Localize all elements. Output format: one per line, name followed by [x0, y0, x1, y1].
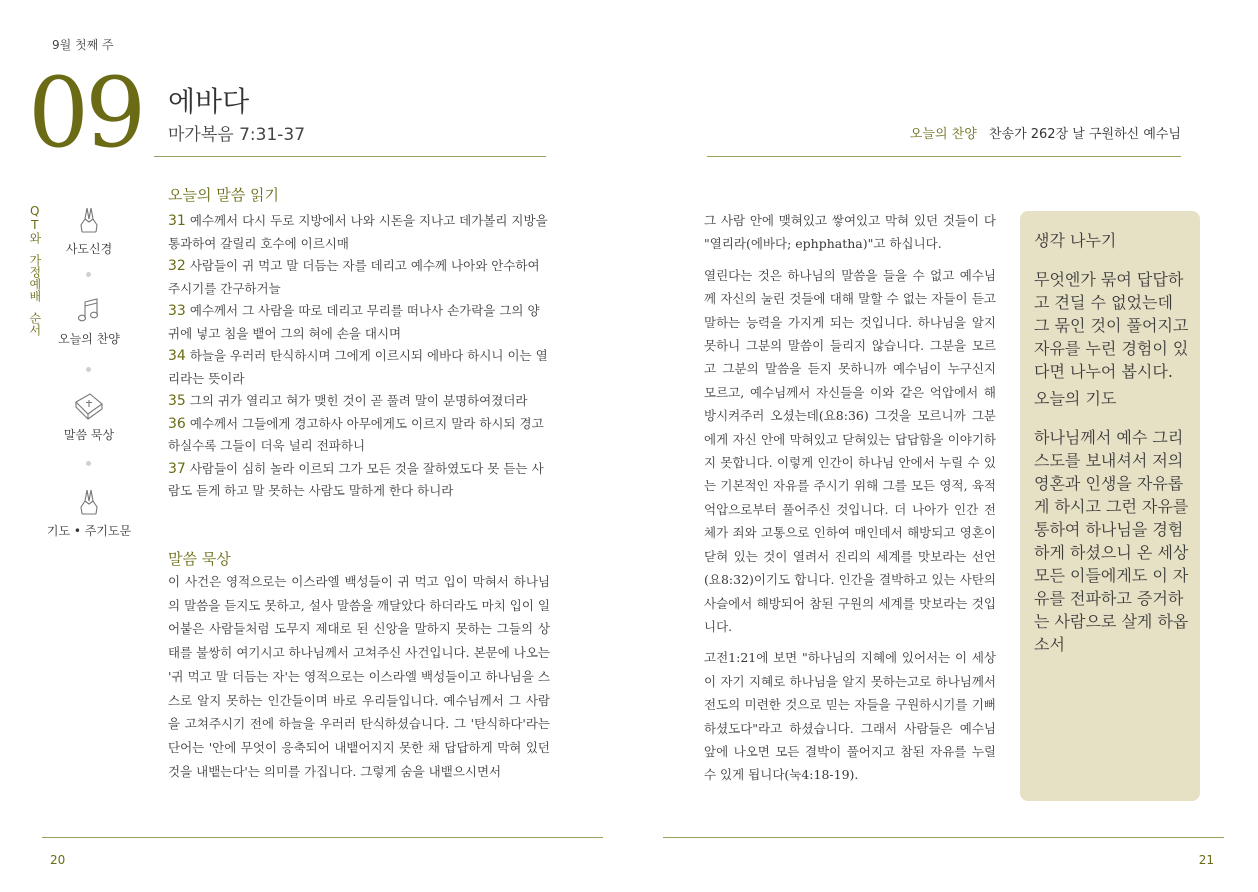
vertical-label-bottom: 순서	[27, 312, 42, 336]
body-paragraph: 그 사람 안에 맺혀있고 쌓여있고 막혀 있던 것들이 다 "열리라(에바다; ephphatha)"고 하십니다.	[704, 213, 996, 252]
verse-text: 사람들이 귀 먹고 말 더듬는 자를 데리고 예수께 나아와 안수하여 주시기를 간구하거늘	[168, 258, 540, 296]
body-paragraph: 고전1:21에 보면 "하나님의 지혜에 있어서는 이 세상이 자기 지혜로 하나님을 알지 못하는고로 하나님께서 전도의 미련한 것으로 믿는 자들을 구원하시기를 기뻐하셨도다"라고 하셨습니다. 그래서 사람들은 예수님 앞에 나오면 모든 결박이 풀어지고 참된 자유를 누릴 수 있게 됩니다(눅4:18-19).	[704, 650, 996, 783]
verse-number: 37	[168, 460, 186, 477]
verse-number: 36	[168, 415, 186, 432]
verse-number: 31	[168, 213, 186, 229]
sidebar-item-creed	[44, 202, 134, 257]
verse-number: 35	[168, 393, 186, 409]
reading-heading: 오늘의 말씀 읽기	[168, 186, 279, 204]
verse-text: 하늘을 우러러 탄식하시며 그에게 이르시되 에바다 하시니 이는 열리라는 뜻이라	[168, 348, 548, 386]
verse-text: 예수께서 그들에게 경고하사 아무에게도 이르지 말라 하시되 경고하실수록 그들이 더욱 널리 전파하니	[168, 415, 544, 453]
verse-list	[168, 210, 550, 503]
verse-item	[168, 458, 550, 503]
verse-item	[168, 255, 550, 300]
verse-text: 예수께서 다시 두로 지방에서 나와 시돈을 지나고 데가볼리 지방을 통과하여 갈릴리 호수에 이르시매	[168, 213, 548, 251]
verse-item	[168, 300, 550, 345]
sidebar-item-label: 말씀 묵상	[63, 428, 115, 442]
prayer-heading: 오늘의 기도	[1034, 389, 1117, 408]
header-rule-left	[154, 156, 546, 157]
sidebar-dot	[86, 272, 91, 277]
sidebar-item-label: 오늘의 찬양	[58, 332, 120, 346]
sidebar-dot	[86, 461, 91, 466]
footer-rule-right	[663, 837, 1224, 838]
prayer-text: 하나님께서 예수 그리스도를 보내셔서 저의 영혼과 인생을 자유롭게 하시고 그런 자유를 통하여 하나님을 경험하게 하셨으니 온 세상 모든 이들에게도 이 자유를 전파하고 증거하는 사람으로 살게 하옵소서	[1034, 428, 1189, 654]
right-column-body	[704, 209, 996, 795]
hymn-text: 찬송가 262장 날 구원하신 예수님	[988, 127, 1181, 142]
scripture-reference: 마가복음 7:31-37	[168, 125, 306, 145]
praying-hands-icon	[44, 202, 134, 238]
page-number-right: 21	[1198, 853, 1214, 867]
praying-hands-icon	[44, 484, 134, 520]
verse-item	[168, 413, 550, 458]
verse-item	[168, 390, 550, 413]
sidebar-vertical-label	[26, 204, 42, 336]
vertical-label-mid: 가정예배	[27, 254, 42, 302]
music-note-icon	[44, 292, 134, 328]
sidebar-item-label: 기도 • 주기도문	[46, 524, 132, 538]
sidebar-item-label: 사도신경	[65, 242, 113, 256]
page-number-left: 20	[50, 853, 66, 867]
prayer-section	[1034, 386, 1192, 671]
verse-text: 그의 귀가 열리고 혀가 맺힌 것이 곧 풀려 말이 분명하여졌더라	[189, 393, 528, 408]
share-section	[1034, 228, 1192, 398]
verse-number: 34	[168, 348, 186, 364]
sidebar-item-meditation	[44, 388, 134, 443]
sidebar-item-prayer	[44, 484, 134, 539]
meditation-heading: 말씀 묵상	[168, 550, 231, 568]
body-paragraph: 열린다는 것은 하나님의 말씀을 들을 수 없고 예수님께 자신의 눌린 것들에 대해 말할 수 없는 자들이 듣고 말하는 능력을 가지게 되는 것입니다. 하나님을 알지 못하니 그분의 말씀이 들리지 않습니다. 그분을 모르고 그분의 말씀을 듣지 못하니까 예수님이 누구신지 모르고, 예수님께서 자신들을 이와 같은 억압에서 해방시켜주러 오셨는데(요8:36) 그것을 모르니까 그분에게 자신 안에 막혀있고 닫혀있는 답답함을 이야기하지 못합니다. 이렇게 인간이 하나님 안에서 누릴 수 있는 기본적인 자유를 주시기 위해 그를 모든 영적, 육적 억압으로부터 풀어주신 것입니다. 더 나아가 인간 전체가 죄와 고통으로 인하여 매인데서 해방되고 영혼이 닫혀 있는 것이 열려서 진리의 세계를 맛보라는 선언(요8:32)이기도 합니다. 인간을 결박하고 있는 사탄의 사슬에서 해방되어 참된 구원의 세계를 맛보라는 것입니다.	[704, 267, 996, 634]
share-text: 무엇엔가 묶여 답답하고 견딜 수 없었는데 그 묶인 것이 풀어지고 자유를 누린 경험이 있다면 나누어 봅시다.	[1034, 270, 1189, 381]
page-title: 에바다	[168, 85, 250, 118]
sidebar-item-hymn	[44, 292, 134, 347]
day-number: 09	[28, 57, 143, 169]
share-heading: 생각 나누기	[1034, 231, 1117, 250]
hymn-line	[910, 123, 1181, 142]
meditation-text: 이 사건은 영적으로는 이스라엘 백성들이 귀 먹고 입이 막혀서 하나님의 말씀을 듣지도 못하고, 설사 말씀을 깨달았다 하더라도 마치 입이 일어붙은 사람들처럼 도무지 제대로 된 신앙을 말하지 못하는 그들의 상태를 불쌍히 여기시고 하나님께서 고쳐주신 사건입니다. 본문에 나오는 '귀 먹고 말 더듬는 자'는 영적으로는 이스라엘 백성들이고 하나님을 스스로 알지 못하는 인간들이며 바로 우리들입니다. 예수님께서 그 사람을 고쳐주시기 전에 하늘을 우러러 탄식하셨습니다. 그 '탄식하다'라는 단어는 '안에 무엇이 응축되어 내뱉어지지 못한 채 답답하게 막혀 있던 것을 내뱉는다'는 의미를 가집니다. 그렇게 숨을 내뱉으시면서	[168, 574, 550, 779]
vertical-label-top: QT와	[27, 204, 42, 244]
header-rule-right	[707, 156, 1181, 157]
footer-rule-left	[42, 837, 603, 838]
verse-text: 예수께서 그 사람을 따로 데리고 무리를 떠나사 손가락을 그의 양 귀에 넣고 침을 뱉어 그의 혀에 손을 대시며	[168, 303, 540, 341]
verse-number: 32	[168, 258, 186, 274]
verse-item	[168, 210, 550, 255]
verse-text: 사람들이 심히 놀라 이르되 그가 모든 것을 잘하였도다 못 듣는 사람도 듣게 하고 말 못하는 사람도 말하게 한다 하니라	[168, 460, 544, 498]
week-label: 9월 첫째 주	[52, 38, 114, 52]
bible-icon	[44, 388, 134, 424]
hymn-label: 오늘의 찬양	[909, 127, 977, 142]
verse-item	[168, 345, 550, 390]
sidebar-dot	[86, 367, 91, 372]
verse-number: 33	[168, 303, 186, 319]
